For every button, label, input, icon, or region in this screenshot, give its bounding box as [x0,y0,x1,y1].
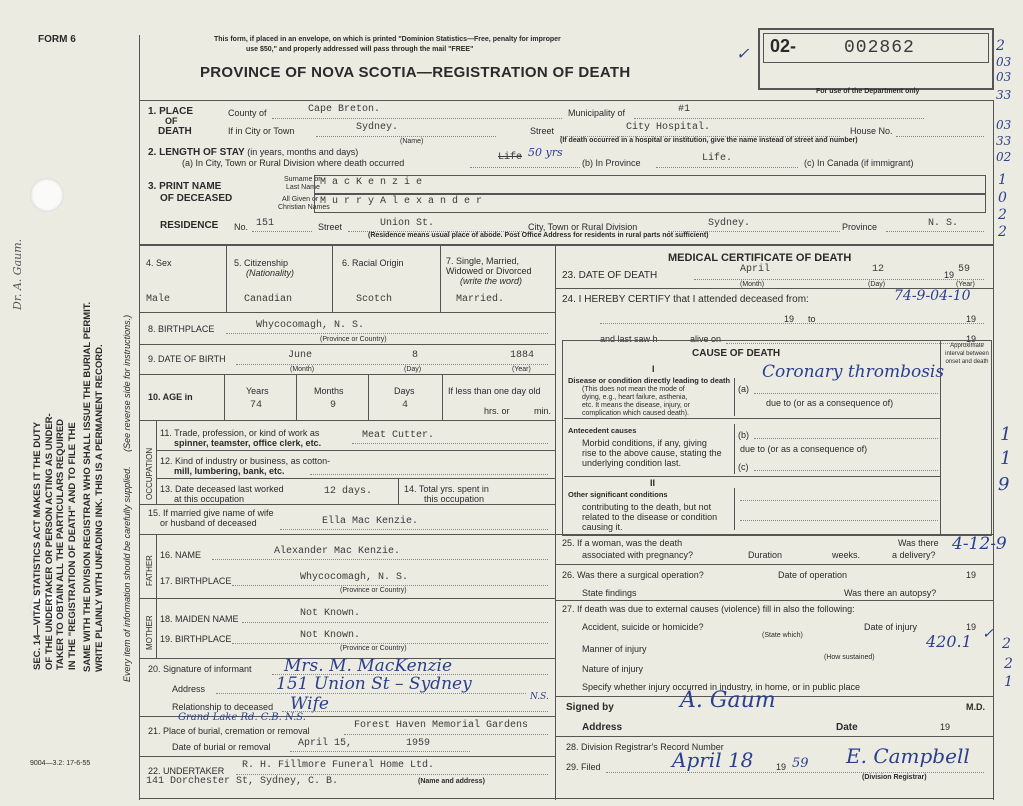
age-divider-2 [296,374,297,420]
years-value: 74 [250,400,263,411]
check-mark-2: ✓ [982,626,994,642]
rule-surgical [556,600,993,601]
last-saw-nineteen: 19 [966,334,977,344]
other-line-1 [740,500,938,501]
less-day-label: If less than one day old [448,386,541,396]
age-divider-4 [442,374,443,420]
autopsy-label: Was there an autopsy? [844,588,937,598]
cause-a-value: Coronary thrombosis [762,362,945,382]
filed-nineteen: 19 [776,762,787,772]
rule-father [140,598,555,599]
doctor-address-label: Address [582,722,623,733]
residence-city-label: City, Town or Rural Division [528,222,638,232]
burial-date: April 15, [298,738,353,749]
informant-relationship-line [282,711,548,712]
certify-codes: 74-9-04-10 [894,288,971,304]
informant-address-label: Address [172,684,206,694]
sidebar-line: TAKER TO OBTAIN ALL THE PARTICULARS REQUIRED [55,418,66,670]
county-line [272,118,562,119]
rule-cause-a [564,418,940,419]
spouse-line [280,529,548,530]
margin-code: 33 [996,134,1012,148]
dob-label: 9. DATE OF BIRTH [148,354,226,364]
dob-year: 1884 [510,350,535,361]
certify-nineteen-1: 19 [784,314,795,324]
dod-nineteen: 19 [944,270,955,280]
dob-day: 8 [412,350,419,361]
registrar-caption: (Division Registrar) [862,774,927,781]
dod-day-caption: (Day) [868,281,886,288]
right-mark: 1 [1000,424,1012,445]
center-divider [555,246,556,800]
part-i-label: I [652,364,655,374]
part-ii-label: II [650,478,656,488]
informant-address: 151 Union St – Sydney [276,674,472,694]
house-line [896,136,984,137]
residence-no-label: No. [234,222,249,232]
margin-code: 33 [996,88,1012,102]
age-divider-1 [224,374,225,420]
burial-place-line [344,734,548,735]
municipality-label: Municipality of [568,108,626,118]
last-worked-label-1: 13. Date deceased last worked [160,484,284,494]
margin-code: 03 [996,55,1012,69]
sidebar-handwritten-name: Dr. A. Gaum. [11,238,24,310]
given-label-1: All Given or [282,196,319,203]
marital-label-2: Widowed or Divorced [446,266,532,276]
industry-line [310,474,548,475]
margin-code: 0 [998,190,1007,206]
weeks-label: weeks. [832,550,861,560]
given-label-2: Christian Names [278,204,330,211]
house-label: House No. [850,126,893,136]
right-mark: 1 [1004,674,1013,690]
alive-on-label: alive on [690,334,722,344]
city-line [316,136,496,137]
surname-label-1: Surname or [284,176,321,183]
spouse-label-1: 15. If married give name of wife [148,508,274,518]
place-label-2: OF [165,116,178,126]
external-label: 27. If death was due to external causes (violence) fill in also the following: [562,604,855,614]
occupation-side-label: OCCUPATION [145,447,154,500]
trade-line [352,443,548,444]
duration-label: Duration [748,550,783,560]
direct-label-2: (This does not mean the mode of [582,386,685,393]
residence-province-line [886,231,984,232]
total-years-label-2: this occupation [424,494,485,504]
place-label-3: DEATH [158,126,192,137]
last-worked-label-2: at this occupation [174,494,245,504]
dod-label: 23. DATE OF DEATH [562,270,658,281]
dob-day-caption: (Day) [404,366,422,373]
injury-nineteen: 19 [966,622,977,632]
place-label-1: 1. PLACE [148,106,194,117]
state-which-caption: (State which) [762,632,803,639]
sidebar-line: WRITE PLAINLY WITH UNFADING INK. THIS IS A PERMANENT RECORD. [93,344,105,672]
filed-year: 59 [792,756,809,771]
hrs-label: hrs. or [484,406,510,416]
right-mark: 9 [998,474,1010,495]
father-side-label: FATHER [145,555,154,586]
how-caption: (How sustained) [824,654,875,661]
stay-c-label: (c) In Canada (if immigrant) [804,158,914,168]
total-years-label-1: 14. Total yrs. spent in [404,484,489,494]
rule-personal [140,312,555,313]
rule-occupation [140,504,555,505]
rule-spouse [140,534,555,535]
burial-place-label: 21. Place of burial, cremation or removal [148,726,310,736]
margin-code: 2 [998,207,1007,223]
sidebar-note-text: Every item of information should be carefully supplied. [122,466,132,682]
antecedent-label-3: rise to the above cause, stating the [582,448,722,458]
cause-c-line [754,470,938,471]
father-caption: (Province or Country) [340,587,407,594]
mother-maiden-line [242,622,548,623]
last-saw-label: and last saw h [600,334,658,344]
nature-label: Nature of injury [582,664,644,674]
dod-month-caption: (Month) [740,281,765,288]
delivery-label-2: a delivery? [892,550,936,560]
operation-date-label: Date of operation [778,570,848,580]
sidebar-line: OF THE UNDERTAKER OR PERSON ACTING AS UNDER- [43,413,55,670]
check-mark-1: ✓ [736,44,750,63]
doctor-signature: A. Gaum [680,688,776,713]
cause-bracket-2 [734,424,735,474]
filed-date: April 18 [672,748,754,772]
undertaker-address: 141 Dorchester St, Sydney, C. B. [146,776,339,787]
stay-a-value: 50 yrs [528,146,563,159]
antecedent-label-2: Morbid conditions, if any, giving [582,438,707,448]
father-birthplace-line [232,585,548,586]
direct-label-3: dying, e.g., heart failure, asthenia, [582,394,688,401]
frame-right [993,100,994,800]
trade-value: Meat Cutter. [362,430,435,441]
occupation-14-divider [398,478,399,504]
min-label: min. [534,406,552,416]
dept-use-caption: For use of the Department only [816,88,920,95]
sidebar-line: SEC. 14—VITAL STATISTICS ACT MAKES IT THE DUTY [32,421,43,670]
dob-year-caption: (Year) [512,366,531,373]
date-of-injury-label: Date of injury [864,622,918,632]
days-label: Days [394,386,415,396]
spouse-value: Ella Mac Kenzie. [322,516,419,527]
mother-birthplace-line [232,643,548,644]
residence-city: Sydney. [708,218,751,229]
residence-caption: (Residence means usual place of abode. Post Office Address for residents in rural parts not sufficient) [368,232,709,239]
personal-divider-1 [226,246,227,312]
sidebar-instructions-wide [82,302,105,672]
dod-day: 12 [872,264,885,275]
residence-no-line [252,231,312,232]
right-mark: 1 [1000,448,1012,469]
residence-number: 151 [256,218,275,229]
cause-title: CAUSE OF DEATH [692,348,781,359]
findings-label: State findings [582,588,637,598]
pregnancy-label-2: associated with pregnancy? [582,550,694,560]
margin-code: 03 [996,70,1012,84]
undertaker-caption: (Name and address) [418,778,485,785]
name-label-1: 3. PRINT NAME [148,181,222,192]
dob-line [236,364,548,365]
mother-side-label: MOTHER [145,615,154,650]
citizenship-value: Canadian [244,294,293,305]
mail-notice-2: use $50," and properly addressed will pass through the mail "FREE" [246,46,474,53]
manner-label: Manner of injury [582,644,647,654]
father-name-line [212,559,548,560]
birthplace-value: Whycocomagh, N. S. [256,320,365,331]
registration-number: 002862 [844,38,915,58]
months-value: 9 [330,400,337,411]
stay-b-value: Life. [702,153,733,164]
undertaker-label: 22. UNDERTAKER [148,766,225,776]
burial-place-handwritten: Grand Lake Rd. C.B. N.S. [178,712,306,723]
rule-pregnancy-top [556,534,993,535]
certify-line [600,323,984,324]
registrar-signature: E. Campbell [846,744,970,768]
margin-code: 2 [998,224,1007,240]
md-label: M.D. [966,702,985,712]
racial-value: Scotch [356,294,393,305]
filed-line [606,772,984,773]
rule-age [140,420,555,421]
name-label-2: OF DECEASED [160,193,233,204]
margin-code: 03 [996,118,1012,132]
mother-caption: (Province or Country) [340,645,407,652]
cause-c-label: (c) [738,462,749,472]
residence-street-label: Street [318,222,343,232]
father-divider [156,534,157,598]
municipality-line [634,118,924,119]
cause-b-line [754,438,938,439]
given-value: M u r r y A l e x a n d e r [320,196,483,207]
stay-label-main: 2. LENGTH OF STAY [148,147,245,158]
rule-top [140,100,993,101]
rule-dob [140,374,555,375]
other-line-2 [740,520,938,521]
rule-birthplace [140,344,555,345]
surname-value: M a c K e n z i e [320,177,423,188]
rule-cause-c [564,476,940,477]
father-birthplace: Whycocomagh, N. S. [300,572,409,583]
racial-label: 6. Racial Origin [342,258,404,268]
rule-mid [140,244,993,246]
cause-a-line [754,393,938,394]
months-label: Months [314,386,344,396]
sidebar-reverse-text: (See reverse side for instructions.) [122,314,132,452]
other-label-2: contributing to the death, but not [582,502,712,512]
birthplace-caption: (Province or Country) [320,336,387,343]
county-label: County of [228,108,267,118]
burial-date-line [290,751,470,752]
hospital-note: (If death occurred in a hospital or institution, give the name instead of street and number) [560,137,858,144]
spouse-label-2: or husband of deceased [160,518,257,528]
surname-label-2: Last Name [286,184,320,191]
doctor-date-nineteen: 19 [940,722,951,732]
sidebar-instructions [32,413,78,670]
mother-divider [156,598,157,658]
stay-a-struck: Life [498,152,523,163]
antecedent-label-1: Antecedent causes [568,426,637,435]
burial-year: 1959 [406,738,431,749]
father-name: Alexander Mac Kenzie. [274,546,401,557]
name-caption: (Name) [400,138,424,145]
right-mark: 2 [1002,636,1011,652]
frame-left [139,35,140,800]
rule-signed [556,736,993,737]
dod-year: 59 [958,264,971,275]
years-label: Years [246,386,269,396]
doctor-date-label: Date [836,722,858,733]
informant-address-line [216,693,526,694]
informant-address-extra: N.S. [530,692,549,702]
stay-label-sub: (in years, months and days) [247,147,359,157]
trade-label-1: 11. Trade, profession, or kind of work as [160,428,320,438]
cause-a-label: (a) [738,384,749,394]
certify-to: to [808,314,816,324]
margin-code: 02 [996,150,1012,164]
city-value: Sydney. [356,122,399,133]
direct-label-1: Disease or condition directly leading to death [568,376,731,385]
burial-date-label: Date of burial or removal [172,742,271,752]
burial-place: Forest Haven Memorial Gardens [354,720,529,731]
occupation-divider [156,420,157,504]
form-code: 9004—3.2: 17-6-55 [30,760,91,767]
marital-label-1: 7. Single, Married, [446,256,520,266]
personal-divider-2 [332,246,333,312]
citizenship-sub: (Nationality) [246,268,295,278]
undertaker-line [236,774,548,775]
rule-trade [156,450,555,451]
city-label: If in City or Town [228,126,295,136]
sex-label: 4. Sex [146,258,172,268]
dod-line [694,279,984,280]
dod-year-caption: (Year) [956,281,975,288]
pregnancy-label-1: 25. If a woman, was the death [562,538,683,548]
days-value: 4 [402,400,409,411]
birthplace-line [226,333,548,334]
stay-b-label: (b) In Province [582,158,641,168]
registration-number-box [758,28,994,90]
mail-notice-1: This form, if placed in an envelope, on which is printed "Dominion Statistics—Free, penalty for improper [214,36,561,43]
signed-label: Signed by [566,702,614,713]
personal-divider-3 [440,246,441,312]
certify-label: 24. I HEREBY CERTIFY that I attended deceased from: [562,294,809,305]
frame-bottom [140,798,993,799]
delivery-label-1: Was there [898,538,939,548]
mother-birthplace: Not Known. [300,630,361,641]
street-label: Street [530,126,555,136]
age-label: 10. AGE in [148,392,193,402]
other-label-3: related to the disease or condition [582,512,718,522]
sidebar-line: IN THE "REGISTRATION OF DEATH" AND TO FILE THE [66,422,78,670]
punch-hole-top [30,178,64,212]
mother-birthplace-label: 19. BIRTHPLACE [160,634,232,644]
rule-industry [156,478,555,479]
direct-label-4: etc. It means the disease, injury, or [582,402,691,409]
last-worked-value: 12 days. [324,486,373,497]
residence-province: N. S. [928,218,959,229]
antecedent-label-4: underlying condition last. [582,458,682,468]
dob-month-caption: (Month) [290,366,315,373]
residence-province-label: Province [842,222,878,232]
interval-label: Approximate interval between onset and death [945,343,989,365]
sidebar-line: SAME WITH THE DIVISION REGISTRAR WHO SHALL ISSUE THE BURIAL PERMIT. [82,301,93,672]
margin-code: 2 [996,38,1005,54]
father-birthplace-label: 17. BIRTHPLACE [160,576,232,586]
trade-label-2: spinner, teamster, office clerk, etc. [174,438,322,448]
industry-label-1: 12. Kind of industry or business, as cotton- [160,456,331,466]
specify-label: Specify whether injury occurred in industry, in home, or in public place [582,682,860,692]
accident-label: Accident, suicide or homicide? [582,622,704,632]
stay-a-line [470,167,580,168]
residence-label: RESIDENCE [160,220,219,231]
informant-signature: Mrs. M. MacKenzie [284,656,453,676]
other-label-4: causing it. [582,522,623,532]
mother-maiden-label: 18. MAIDEN NAME [160,614,239,624]
certify-nineteen-2: 19 [966,314,977,324]
cause-bracket-3 [734,488,735,530]
surgical-label: 26. Was there a surgical operation? [562,570,704,580]
sex-value: Male [146,294,171,305]
manner-code: 420.1 [926,632,972,651]
informant-sig-label: 20. Signature of informant [148,664,252,674]
cause-b-label: (b) [738,430,749,440]
sidebar-note [122,315,134,682]
county-value: Cape Breton. [308,104,381,115]
stay-a-label: (a) In City, Town or Rural Division where death occurred [182,158,405,168]
cause-bracket-1 [734,378,735,416]
citizenship-label: 5. Citizenship [234,258,289,268]
due-to-a: due to (or as a consequence of) [766,398,894,408]
dob-month: June [288,350,313,361]
informant-relationship: Wife [290,694,329,714]
rule-burial [140,756,555,757]
undertaker-value: R. H. Fillmore Funeral Home Ltd. [242,760,435,771]
age-divider-3 [368,374,369,420]
due-to-b: due to (or as a consequence of) [740,444,868,454]
informant-relationship-label: Relationship to deceased [172,702,274,712]
mother-maiden: Not Known. [300,608,361,619]
street-value: City Hospital. [626,122,711,133]
other-label-1: Other significant conditions [568,490,668,499]
right-mark: 2 [1004,656,1013,672]
filed-label: 29. Filed [566,762,601,772]
father-name-label: 16. NAME [160,550,202,560]
operation-nineteen: 19 [966,570,977,580]
registrar-record-label: 28. Division Registrar's Record Number [566,742,724,752]
direct-label-5: complication which caused death). [582,410,690,417]
municipality-value: #1 [678,104,691,115]
dod-month: April [740,264,771,275]
birthplace-label: 8. BIRTHPLACE [148,324,215,334]
stay-b-line [656,167,798,168]
stay-label [148,147,358,158]
rule-pregnancy [556,564,993,565]
form-number: FORM 6 [38,34,76,45]
margin-code: 1 [998,172,1007,188]
medical-title: MEDICAL CERTIFICATE OF DEATH [668,252,852,264]
delivery-codes: 4-12-9 [952,534,1007,554]
registration-prefix: 02- [770,36,797,56]
industry-label-2: mill, lumbering, bank, etc. [174,466,285,476]
marital-value: Married. [456,294,505,305]
form-title: PROVINCE OF NOVA SCOTIA—REGISTRATION OF DEATH [200,64,631,81]
marital-label-3: (write the word) [460,276,523,286]
residence-street: Union St. [380,218,435,229]
